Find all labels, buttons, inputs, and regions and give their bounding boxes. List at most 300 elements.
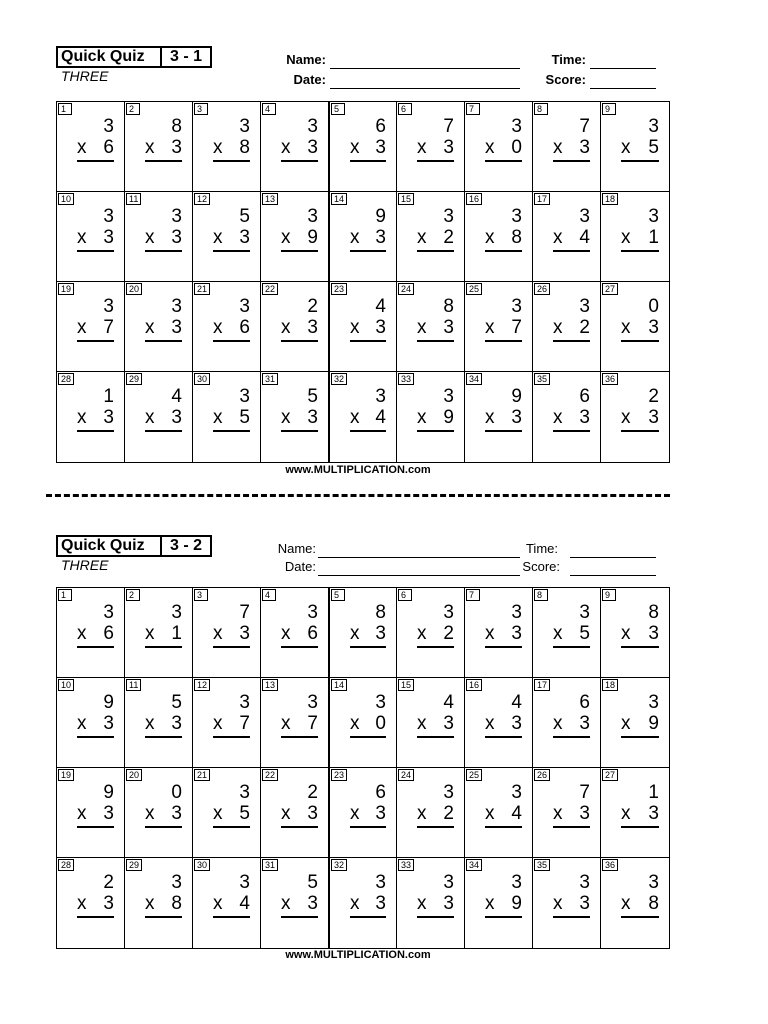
multiplier-row [621, 137, 659, 162]
multiplicand: 3 [443, 782, 454, 803]
problem-cell [125, 102, 193, 192]
multiplier: 3 [171, 803, 182, 824]
problem-grid [56, 101, 670, 463]
multiplier-row [350, 893, 386, 918]
multiply-sign: x [417, 713, 427, 734]
problem-number: 33 [398, 859, 414, 871]
multiplication-problem [145, 296, 182, 342]
problem-cell [193, 588, 261, 678]
multiplication-problem [350, 872, 386, 918]
multiplier-row [281, 803, 318, 828]
multiplier: 9 [307, 227, 318, 248]
score-label: Score: [545, 72, 586, 87]
date-input-line[interactable] [318, 575, 520, 576]
multiplicand: 3 [307, 116, 318, 137]
multiplier-row [350, 803, 386, 828]
multiply-sign: x [621, 317, 631, 338]
problem-cell [533, 282, 601, 372]
multiplicand: 2 [648, 386, 659, 407]
name-label: Name: [277, 541, 316, 556]
problem-number: 26 [534, 769, 550, 781]
multiply-sign: x [77, 803, 87, 824]
multiplier: 2 [443, 803, 454, 824]
multiplier: 5 [648, 137, 659, 158]
multiplicand: 6 [375, 116, 386, 137]
multiplier: 3 [239, 623, 250, 644]
multiplicand: 1 [648, 782, 659, 803]
multiplication-problem [213, 782, 250, 828]
problem-cell [601, 858, 669, 948]
name-label: Name: [286, 52, 326, 67]
multiplier: 2 [443, 623, 454, 644]
multiplier-row [417, 713, 454, 738]
quiz-number: 3 - 1 [169, 48, 202, 65]
multiply-sign: x [350, 893, 360, 914]
multiply-sign: x [417, 893, 427, 914]
multiplier: 3 [511, 407, 522, 428]
multiplication-problem [77, 782, 114, 828]
score-input-line[interactable] [570, 575, 656, 576]
problem-cell [57, 102, 125, 192]
multiplication-problem [213, 692, 250, 738]
multiplicand: 3 [239, 872, 250, 893]
multiply-sign: x [145, 893, 155, 914]
multiplicand: 3 [648, 116, 659, 137]
multiplicand: 4 [171, 386, 182, 407]
multiplier: 3 [375, 227, 386, 248]
multiply-sign: x [485, 893, 495, 914]
multiply-sign: x [553, 713, 563, 734]
multiplication-problem [417, 692, 454, 738]
problem-number: 1 [58, 103, 72, 115]
problem-cell [465, 282, 533, 372]
multiplication-problem [417, 602, 454, 648]
score-label: Score: [522, 559, 560, 574]
multiplicand: 3 [648, 872, 659, 893]
multiplier-row [145, 623, 182, 648]
multiplier-row [485, 227, 522, 252]
multiplication-problem [145, 116, 182, 162]
multiplicand: 3 [579, 602, 590, 623]
problem-cell [125, 282, 193, 372]
multiplication-problem [145, 782, 182, 828]
multiplier: 3 [171, 713, 182, 734]
multiplier-row [553, 623, 590, 648]
multiplier-row [145, 137, 182, 162]
multiplication-problem [553, 692, 590, 738]
problem-cell [329, 768, 397, 858]
multiplier-row [621, 803, 659, 828]
multiplier-row [77, 803, 114, 828]
multiplier-row [621, 893, 659, 918]
multiply-sign: x [417, 623, 427, 644]
multiplicand: 6 [579, 692, 590, 713]
multiplier-row [621, 623, 659, 648]
date-field [252, 559, 316, 575]
multiplication-problem [281, 206, 318, 252]
multiplicand: 3 [239, 116, 250, 137]
multiply-sign: x [281, 623, 291, 644]
multiplication-problem [621, 206, 659, 252]
multiplier-row [417, 623, 454, 648]
problem-number: 24 [398, 769, 414, 781]
multiplication-problem [145, 386, 182, 432]
multiplier-row [145, 407, 182, 432]
multiplier: 2 [443, 227, 454, 248]
score-input-line[interactable] [590, 88, 656, 89]
problem-number: 6 [398, 103, 412, 115]
multiplier: 4 [375, 407, 386, 428]
problem-number: 14 [331, 193, 347, 205]
multiplier: 6 [103, 137, 114, 158]
problem-cell [533, 768, 601, 858]
multiplier: 3 [375, 803, 386, 824]
multiplier: 8 [648, 893, 659, 914]
quiz-subtitle: THREE [61, 557, 109, 573]
problem-number: 29 [126, 859, 142, 871]
multiplier: 3 [579, 407, 590, 428]
multiplier: 6 [103, 623, 114, 644]
multiplication-problem [417, 206, 454, 252]
multiplicand: 3 [171, 872, 182, 893]
date-input-line[interactable] [330, 88, 520, 89]
multiplicand: 3 [443, 872, 454, 893]
problem-number: 15 [398, 193, 414, 205]
multiply-sign: x [77, 227, 87, 248]
multiplier: 3 [579, 713, 590, 734]
multiply-sign: x [213, 893, 223, 914]
problem-number: 9 [602, 589, 616, 601]
multiplier-row [281, 623, 318, 648]
multiply-sign: x [621, 227, 631, 248]
problem-number: 12 [194, 193, 210, 205]
problem-cell [261, 192, 329, 282]
multiply-sign: x [621, 803, 631, 824]
problem-number: 13 [262, 679, 278, 691]
problem-number: 16 [466, 679, 482, 691]
multiply-sign: x [213, 713, 223, 734]
quiz-title: Quick Quiz [58, 48, 162, 66]
multiply-sign: x [553, 623, 563, 644]
problem-number: 19 [58, 769, 74, 781]
multiplicand: 3 [103, 206, 114, 227]
problem-cell [601, 372, 669, 462]
problem-cell [57, 858, 125, 948]
multiplier-row [553, 893, 590, 918]
problem-number: 1 [58, 589, 72, 601]
problem-cell [261, 678, 329, 768]
multiply-sign: x [621, 623, 631, 644]
multiplication-problem [553, 386, 590, 432]
multiplicand: 3 [579, 206, 590, 227]
problem-number: 18 [602, 679, 618, 691]
multiplier-row [213, 623, 250, 648]
multiplier-row [213, 713, 250, 738]
multiplicand: 3 [511, 206, 522, 227]
problem-number: 28 [58, 859, 74, 871]
problem-number: 18 [602, 193, 618, 205]
multiplier: 7 [239, 713, 250, 734]
multiplicand: 7 [579, 782, 590, 803]
multiplicand: 3 [239, 782, 250, 803]
multiplicand: 3 [103, 602, 114, 623]
problem-number: 3 [194, 103, 208, 115]
multiplication-problem [485, 602, 522, 648]
multiplicand: 5 [307, 872, 318, 893]
multiply-sign: x [553, 317, 563, 338]
multiplicand: 3 [307, 602, 318, 623]
multiplier-row [621, 713, 659, 738]
problem-cell [601, 192, 669, 282]
multiplicand: 3 [579, 872, 590, 893]
problem-cell [329, 192, 397, 282]
problem-number: 10 [58, 193, 74, 205]
problem-cell [533, 372, 601, 462]
multiplicand: 3 [375, 692, 386, 713]
problem-cell [125, 678, 193, 768]
problem-number: 32 [331, 373, 347, 385]
multiplier: 7 [103, 317, 114, 338]
problem-cell [57, 678, 125, 768]
multiply-sign: x [350, 713, 360, 734]
multiply-sign: x [213, 803, 223, 824]
problem-number: 21 [194, 769, 210, 781]
problem-cell [261, 372, 329, 462]
problem-number: 35 [534, 859, 550, 871]
multiplier-row [350, 227, 386, 252]
multiplication-problem [145, 872, 182, 918]
multiply-sign: x [145, 227, 155, 248]
multiplier-row [77, 407, 114, 432]
problem-number: 10 [58, 679, 74, 691]
problem-number: 11 [126, 679, 141, 691]
multiplier: 1 [648, 227, 659, 248]
multiplicand: 9 [103, 782, 114, 803]
multiply-sign: x [553, 893, 563, 914]
multiplication-problem [77, 692, 114, 738]
problem-cell [465, 192, 533, 282]
multiplier-row [553, 713, 590, 738]
multiplicand: 2 [307, 296, 318, 317]
multiplicand: 0 [648, 296, 659, 317]
problem-cell [261, 282, 329, 372]
multiplier-row [417, 803, 454, 828]
problem-number: 31 [262, 859, 278, 871]
multiply-sign: x [77, 317, 87, 338]
multiplication-problem [485, 386, 522, 432]
multiplier-row [553, 407, 590, 432]
multiplier-row [350, 623, 386, 648]
multiplier: 3 [579, 803, 590, 824]
time-label: Time: [551, 52, 586, 67]
multiplication-problem [77, 602, 114, 648]
problem-number: 31 [262, 373, 278, 385]
problem-cell [533, 678, 601, 768]
problem-cell [465, 102, 533, 192]
multiply-sign: x [417, 317, 427, 338]
multiplier: 3 [443, 713, 454, 734]
multiplier: 3 [648, 803, 659, 824]
multiplier-row [350, 317, 386, 342]
name-input-line[interactable] [318, 557, 520, 558]
multiply-sign: x [77, 137, 87, 158]
multiplication-problem [621, 872, 659, 918]
multiplication-problem [485, 206, 522, 252]
time-field [520, 52, 586, 68]
multiplier-row [145, 227, 182, 252]
multiplier: 3 [375, 137, 386, 158]
multiply-sign: x [213, 407, 223, 428]
multiplier-row [485, 713, 522, 738]
problem-cell [397, 192, 465, 282]
multiplier: 3 [443, 317, 454, 338]
problem-cell [601, 282, 669, 372]
multiplier: 3 [511, 623, 522, 644]
problem-cell [397, 768, 465, 858]
problem-cell [193, 372, 261, 462]
quiz-title-box [56, 535, 212, 557]
problem-number: 20 [126, 283, 142, 295]
problem-cell [193, 192, 261, 282]
problem-number: 17 [534, 679, 550, 691]
multiplication-problem [350, 386, 386, 432]
multiplier: 4 [511, 803, 522, 824]
multiplier-row [281, 317, 318, 342]
problem-cell [601, 588, 669, 678]
multiplication-problem [350, 692, 386, 738]
multiplication-problem [145, 692, 182, 738]
multiplier-row [350, 137, 386, 162]
multiplier: 4 [579, 227, 590, 248]
multiplier-row [485, 803, 522, 828]
multiplicand: 2 [103, 872, 114, 893]
problem-number: 24 [398, 283, 414, 295]
multiplicand: 3 [171, 206, 182, 227]
multiplier-row [485, 623, 522, 648]
problem-number: 25 [466, 769, 482, 781]
problem-number: 2 [126, 589, 140, 601]
multiplication-problem [621, 296, 659, 342]
multiplicand: 3 [239, 692, 250, 713]
multiplier: 3 [648, 317, 659, 338]
multiplier-row [281, 227, 318, 252]
problem-number: 36 [602, 373, 618, 385]
time-input-line[interactable] [590, 68, 656, 69]
problem-number: 5 [331, 589, 345, 601]
multiplier: 0 [511, 137, 522, 158]
multiplier: 3 [443, 893, 454, 914]
quiz-title-box [56, 46, 212, 68]
problem-cell [329, 282, 397, 372]
problem-cell [57, 372, 125, 462]
multiplication-problem [350, 206, 386, 252]
multiplier-row [213, 803, 250, 828]
multiplier: 5 [579, 623, 590, 644]
multiplication-problem [417, 116, 454, 162]
multiply-sign: x [145, 803, 155, 824]
multiplier-row [621, 227, 659, 252]
multiplicand: 3 [443, 386, 454, 407]
problem-number: 22 [262, 769, 278, 781]
problem-cell [533, 588, 601, 678]
problem-cell [533, 858, 601, 948]
multiplier-row [485, 893, 522, 918]
multiplication-problem [553, 296, 590, 342]
problem-number: 30 [194, 373, 210, 385]
multiplier: 5 [239, 803, 250, 824]
multiplicand: 3 [511, 296, 522, 317]
multiplication-problem [281, 692, 318, 738]
multiplier-row [417, 137, 454, 162]
multiplicand: 3 [171, 296, 182, 317]
multiplier: 7 [307, 713, 318, 734]
multiplicand: 8 [375, 602, 386, 623]
problem-number: 8 [534, 103, 548, 115]
multiplicand: 3 [511, 872, 522, 893]
multiplicand: 4 [375, 296, 386, 317]
multiplier: 0 [375, 713, 386, 734]
multiplication-problem [77, 206, 114, 252]
multiplier: 2 [579, 317, 590, 338]
multiplier: 9 [648, 713, 659, 734]
multiply-sign: x [485, 623, 495, 644]
multiply-sign: x [553, 803, 563, 824]
problem-cell [397, 282, 465, 372]
multiply-sign: x [485, 713, 495, 734]
problem-number: 11 [126, 193, 141, 205]
problem-number: 33 [398, 373, 414, 385]
multiplication-problem [77, 116, 114, 162]
multiplication-problem [213, 602, 250, 648]
multiply-sign: x [621, 137, 631, 158]
multiplicand: 8 [443, 296, 454, 317]
multiplicand: 7 [239, 602, 250, 623]
problem-number: 36 [602, 859, 618, 871]
time-input-line[interactable] [570, 557, 656, 558]
multiplier: 1 [171, 623, 182, 644]
multiplication-problem [350, 296, 386, 342]
multiplication-problem [417, 782, 454, 828]
multiplication-problem [213, 872, 250, 918]
problem-number: 22 [262, 283, 278, 295]
multiply-sign: x [213, 623, 223, 644]
multiplicand: 3 [511, 602, 522, 623]
multiplication-problem [281, 296, 318, 342]
footer-url: www.MULTIPLICATION.com [285, 949, 431, 961]
multiplier-row [145, 317, 182, 342]
multiply-sign: x [621, 713, 631, 734]
time-field [496, 541, 558, 557]
problem-number: 34 [466, 859, 482, 871]
multiply-sign: x [350, 623, 360, 644]
date-field [260, 72, 326, 88]
multiplication-problem [145, 602, 182, 648]
problem-number: 13 [262, 193, 278, 205]
problem-number: 4 [262, 103, 276, 115]
problem-cell [261, 588, 329, 678]
multiplicand: 3 [375, 872, 386, 893]
multiplier-row [213, 893, 250, 918]
multiplicand: 3 [103, 296, 114, 317]
multiplier-row [145, 713, 182, 738]
multiplier: 7 [511, 317, 522, 338]
date-label: Date: [293, 72, 326, 87]
problem-cell [329, 678, 397, 768]
multiplication-problem [417, 296, 454, 342]
multiplier: 6 [239, 317, 250, 338]
name-input-line[interactable] [330, 68, 520, 69]
problem-number: 17 [534, 193, 550, 205]
